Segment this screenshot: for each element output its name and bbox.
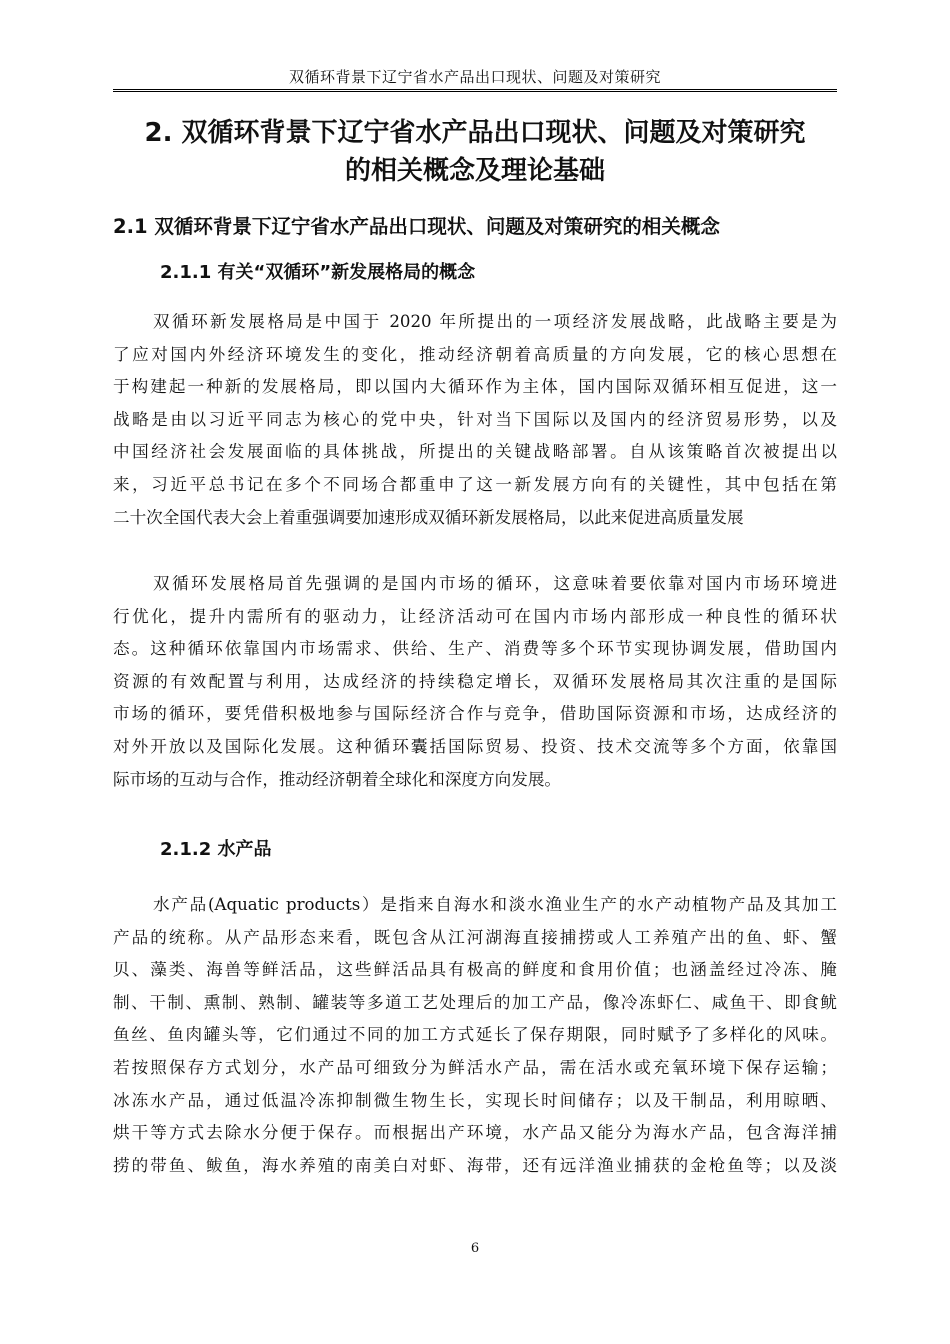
section-title: 2.1 双循环背景下辽宁省水产品出口现状、问题及对策研究的相关概念 bbox=[113, 215, 720, 238]
paragraph-line: 双循环发展格局首先强调的是国内市场的循环，这意味着要依靠对国内市场环境进 bbox=[153, 574, 837, 593]
paragraph-line: 际市场的互动与合作，推动经济朝着全球化和深度方向发展。 bbox=[113, 769, 562, 789]
page-number: 6 bbox=[470, 1241, 480, 1256]
paragraph-line: 鱼丝、鱼肉罐头等，它们通过不同的加工方式延长了保存期限，同时赋予了多样化的风味。 bbox=[113, 1025, 837, 1045]
header-rule bbox=[113, 89, 837, 92]
paragraph-line: 二十次全国代表大会上着重强调要加速形成双循环新发展格局，以此来促进高质量发展 bbox=[113, 507, 744, 527]
paragraph-line: 了应对国内外经济环境发生的变化，推动经济朝着高质量的方向发展，它的核心思想在 bbox=[113, 344, 837, 364]
paragraph-line: 来，习近平总书记在多个不同场合都重申了这一新发展方向有的关键性，其中包括在第 bbox=[113, 474, 837, 494]
paragraph-line: 战略是由以习近平同志为核心的党中央，针对当下国际以及国内的经济贸易形势，以及 bbox=[113, 409, 837, 429]
paragraph-dual-circulation-1 bbox=[113, 306, 837, 534]
chapter-title-line-2: 的相关概念及理论基础 bbox=[344, 156, 605, 186]
paragraph-line: 制、干制、熏制、熟制、罐装等多道工艺处理后的加工产品，像冷冻虾仁、咸鱼干、即食鱿 bbox=[113, 992, 837, 1012]
paragraph-line: 对外开放以及国际化发展。这种循环囊括国际贸易、投资、技术交流等多个方面，依靠国 bbox=[113, 736, 837, 756]
paragraph-line: 冰冻水产品，通过低温冷冻抑制微生物生长，实现长时间储存；以及干制品，利用晾晒、 bbox=[113, 1090, 837, 1110]
paragraph-line: 态。这种循环依靠国内市场需求、供给、生产、消费等多个环节实现协调发展，借助国内 bbox=[113, 639, 837, 659]
chapter-title-line-1: 2. 双循环背景下辽宁省水产品出口现状、问题及对策研究 bbox=[144, 118, 806, 148]
chapter-title bbox=[113, 114, 837, 190]
paragraph-line: 捞的带鱼、鲅鱼，海水养殖的南美白对虾、海带，还有远洋渔业捕获的金枪鱼等；以及淡 bbox=[113, 1155, 837, 1175]
paragraph-line: 烘干等方式去除水分便于保存。而根据出产环境，水产品又能分为海水产品，包含海洋捕 bbox=[113, 1123, 837, 1143]
paragraph-line: 行优化，提升内需所有的驱动力，让经济活动可在国内市场内部形成一种良性的循环状 bbox=[113, 606, 837, 626]
paragraph-dual-circulation-2 bbox=[113, 568, 837, 796]
running-header: 双循环背景下辽宁省水产品出口现状、问题及对策研究 bbox=[288, 68, 661, 86]
paragraph-line: 产品的统称。从产品形态来看，既包含从江河湖海直接捕捞或人工养殖产出的鱼、虾、蟹 bbox=[113, 927, 837, 947]
paragraph-line: 于构建起一种新的发展格局，即以国内大循环作为主体，国内国际双循环相互促进，这一 bbox=[113, 377, 837, 397]
paragraph-line: 市场的循环，要凭借积极地参与国际经济合作与竞争，借助国际资源和市场，达成经济的 bbox=[113, 704, 837, 724]
paragraph-aquatic-products bbox=[113, 889, 837, 1182]
paragraph-line: 资源的有效配置与利用，达成经济的持续稳定增长，双循环发展格局其次注重的是国际 bbox=[113, 671, 837, 691]
paragraph-line: 若按照保存方式划分，水产品可细致分为鲜活水产品，需在活水或充氧环境下保存运输； bbox=[113, 1057, 837, 1077]
subsection-title-2-1-1: 2.1.1 有关“双循环”新发展格局的概念 bbox=[160, 262, 476, 283]
paragraph-line: 水产品(Aquatic products）是指来自海水和淡水渔业生产的水产动植物产品及其加工 bbox=[153, 895, 837, 914]
paragraph-line: 中国经济社会发展面临的具体挑战，所提出的关键战略部署。自从该策略首次被提出以 bbox=[113, 442, 837, 462]
subsection-title-2-1-2: 2.1.2 水产品 bbox=[160, 839, 272, 860]
paragraph-line: 双循环新发展格局是中国于 2020 年所提出的一项经济发展战略，此战略主要是为 bbox=[153, 312, 837, 331]
paragraph-line: 贝、藻类、海兽等鲜活品，这些鲜活品具有极高的鲜度和食用价值；也涵盖经过冷冻、腌 bbox=[113, 960, 837, 980]
